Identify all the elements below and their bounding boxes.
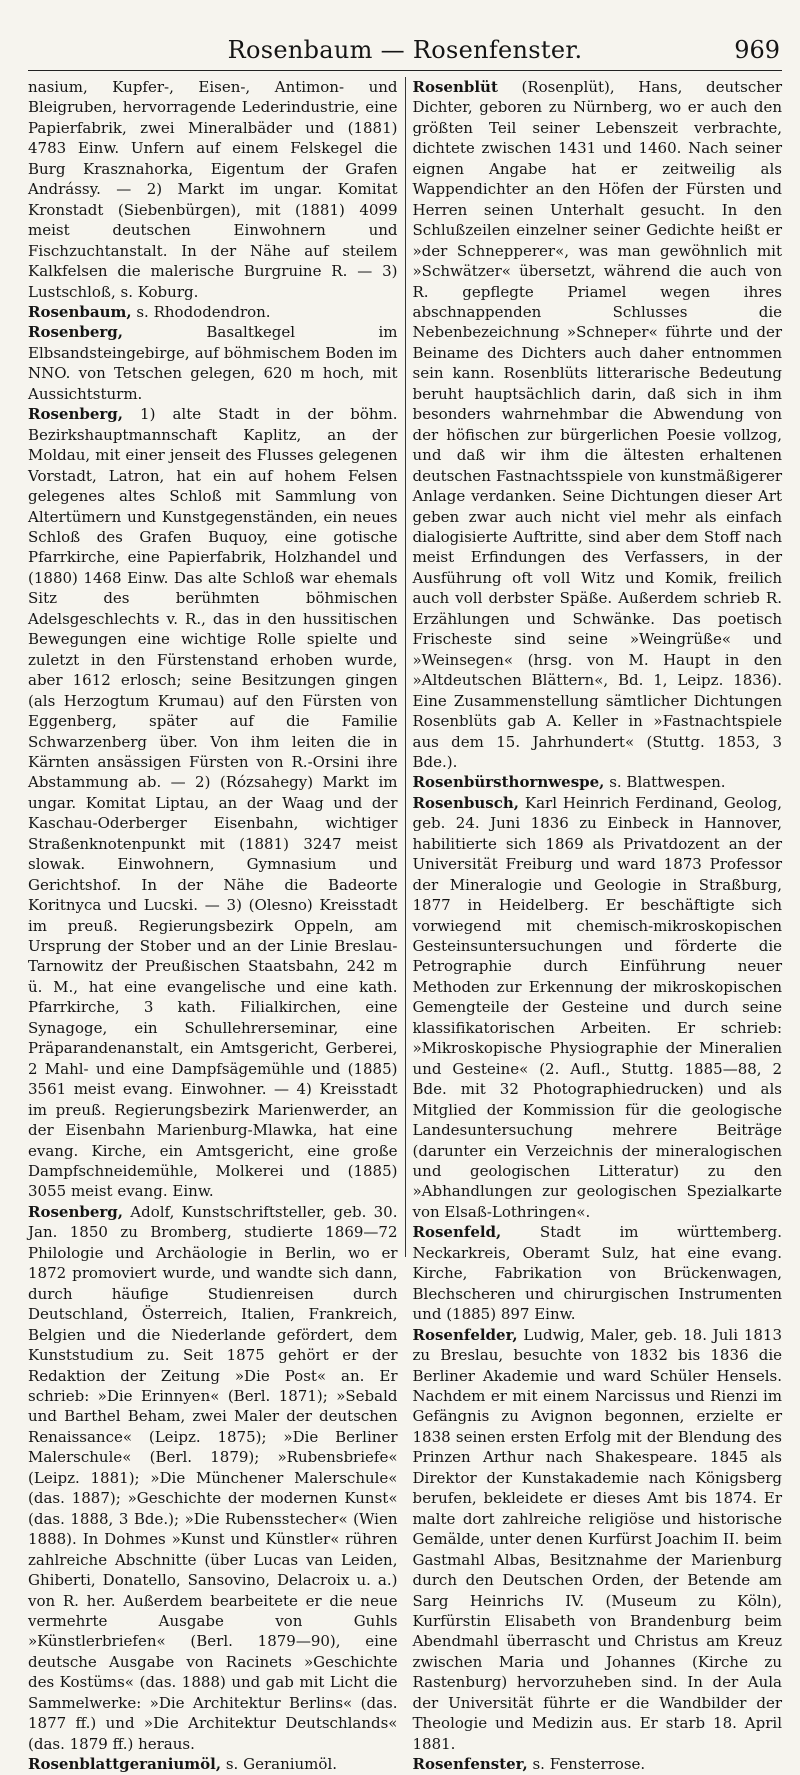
entry <box>413 1325 783 1755</box>
entry-headword: Rosenbaum, <box>28 302 132 321</box>
entry-headword: Rosenberg, <box>28 323 124 342</box>
entry-headword: Rosenfelder, <box>412 1325 518 1344</box>
entry-text: s. Geraniumöl. <box>221 1755 338 1774</box>
entry-headword: Rosenfeld, <box>412 1223 502 1242</box>
entry <box>28 1202 398 1754</box>
entry-headword: Rosenblattgeraniumöl, <box>28 1755 222 1774</box>
entry-text: Ludwig, Maler, geb. 18. Juli 1813 zu Breslau, besuchte von 1832 bis 1836 die Berliner Akademie und ward Schüler Hensels. Nachdem er mit einem Narcissus und Rienzi im Gefängnis zu Avignon begonnen, erzielte er 1838 seinen ersten Erfolg mit der Blendung des Prinzen Arthur nach Shakespeare. 1845 als Direktor der Kunstakademie nach Königsberg berufen, bekleidete er dieses Amt bis 1874. Er malte dort zahlreiche religiöse und historische Gemälde, unter denen Kurfürst Joachim II. beim Gastmahl Albas, Besitznahme der Marienburg durch den Deutschen Orden, der Betende am Sarg Heinrichs IV. (Museum zu Köln), Kurfürstin Elisabeth von Brandenburg beim Abendmahl überrascht und Christus am Kreuz zwischen Maria und Johannes (Kirche zu Rastenburg) hervorzuheben sind. In der Aula der Universität führte er die Wandbilder der Theologie und Medizin aus. Er starb 18. April 1881. <box>412 1325 782 1753</box>
entry-text: s. Blattwespen. <box>604 773 726 792</box>
entry-text: Stadt im württemberg. Neckarkreis, Oberamt Sulz, hat eine evang. Kirche, Fabrikation von Brückenwagen, Blechscheren und chirurgischen Instrumenten und (1885) 897 Einw. <box>412 1223 782 1324</box>
entry-text: s. Fensterrose. <box>527 1755 646 1774</box>
entry <box>413 1754 783 1774</box>
entry-headword: Rosenfenster, <box>412 1755 528 1774</box>
entry <box>28 322 398 404</box>
left-column <box>28 77 405 1774</box>
entry-text: s. Rhododendron. <box>131 302 271 321</box>
entry <box>413 77 783 772</box>
entry-headword: Rosenberg, <box>28 1202 124 1221</box>
entry-text: (Rosenplüt), Hans, deutscher Dichter, geboren zu Nürnberg, wo er auch den größten Teil seiner Lebenszeit verbrachte, dichtete zwischen 1431 und 1460. Nach seiner eignen Angabe hat er zeitweilig als Wappendichter an den Höfen der Fürsten und Herren seinen Unterhalt gesucht. In den Schlußzeilen einzelner seiner Gedichte heißt er »der Schnepperer«, was man gewöhnlich mit »Schwätzer« übersetzt, während die auch von R. gepflegte Priamel wegen ihres abschnappenden Schlusses die Nebenbezeichnung »Schneper« führte und der Beiname des Dichters auch daher entnommen sein kann. Rosenblüts litterarische Bedeutung beruht hauptsächlich darin, daß sich in ihm besonders wahrnehmbar die Abwendung von der höfischen zur bürgerlichen Poesie vollzog, und daß wir ihm die ältesten erhaltenen deutschen Fastnachtsspiele von kunstmäßigerer Anlage verdanken. Seine Dichtungen dieser Art geben zwar auch nicht viel mehr als einfach dialogisierte Auftritte, sind aber dem Stoff nach meist Erfindungen des Verfassers, in der Ausführung oft voll Witz und Komik, freilich auch voll derbster Späße. Außerdem schrieb R. Erzählungen und Schwänke. Das poetisch Frischeste sind seine »Weingrüße« und »Weinsegen« (hrsg. von M. Haupt in den »Altdeutschen Blättern«, Bd. 1, Leipz. 1836). Eine Zusammenstellung sämtlicher Dichtungen Rosenblüts gab A. Keller in »Fastnachtspiele aus dem 15. Jahrhundert« (Stuttg. 1853, 3 Bde.). <box>412 78 782 771</box>
entry-headword: Rosenbürsthornwespe, <box>412 773 605 792</box>
header-title: Rosenbaum — Rosenfenster. <box>227 36 583 64</box>
entry-text: 1) alte Stadt in der böhm. Bezirkshauptmannschaft Kaplitz, an der Moldau, mit einer jenseit des Flusses gelegenen Vorstadt, Latron, hat ein auf hohem Felsen gelegenes altes Schloß mit Sammlung von Altertümern und Kunstgegenständen, ein neues Schloß des Grafen Buquoy, eine gotische Pfarrkirche, eine Papierfabrik, Holzhandel und (1880) 1468 Einw. Das alte Schloß war ehemals Sitz des berühmten böhmischen Adelsgeschlechts v. R., das in den hussitischen Bewegungen eine wichtige Rolle spielte und zuletzt in den Fürstenstand erhoben wurde, aber 1612 erlosch; seine Besitzungen gingen (als Herzogtum Krumau) auf den Fürsten von Eggenberg, später auf die Familie Schwarzenberg über. Von ihm leiten die in Kärnten ansässigen Fürsten von R.-Orsini ihre Abstammung ab. — 2) (Rózsahegy) Markt im ungar. Komitat Liptau, an der Waag und der Kaschau-Oderberger Eisenbahn, wichtiger Straßenknotenpunkt mit (1881) 3247 meist slowak. Einwohnern, Gymnasium und Gerichtshof. In der Nähe die Badeorte Koritnyca und Lucski. — 3) (Olesno) Kreisstadt im preuß. Regierungsbezirk Oppeln, am Ursprung der Stober und an der Linie Breslau-Tarnowitz der Preußischen Staatsbahn, 242 m ü. M., hat eine evangelische und eine kath. Pfarrkirche, 3 kath. Filialkirchen, eine Synagoge, ein Schullehrerseminar, eine Präparandenanstalt, ein Amtsgericht, Gerberei, 2 Mahl- und eine Dampfsägemühle und (1885) 3561 meist evang. Einwohner. — 4) Kreisstadt im preuß. Regierungsbezirk Marienwerder, an der Eisenbahn Marienburg-Mlawka, hat eine evang. Kirche, ein Amtsgericht, eine große Dampfschneidemühle, Molkerei und (1885) 3055 meist evang. Einw. <box>28 405 398 1201</box>
entry <box>28 1754 398 1774</box>
entry <box>28 77 398 302</box>
entry <box>28 404 398 1202</box>
entry-text: Basaltkegel im Elbsandsteingebirge, auf böhmischem Boden im NNO. von Tetschen gelegen, 620 m hoch, mit Aussichtsturm. <box>28 323 398 403</box>
entry <box>413 793 783 1223</box>
right-column <box>405 77 783 1774</box>
entry-headword: Rosenberg, <box>28 405 124 424</box>
entry <box>413 1222 783 1324</box>
text-columns <box>28 77 782 1774</box>
entry-text: Adolf, Kunstschriftsteller, geb. 30. Jan. 1850 zu Bromberg, studierte 1869—72 Philologie und Archäologie in Berlin, wo er 1872 promoviert wurde, und wandte sich dann, durch häufige Studienreisen durch Deutschland, Österreich, Italien, Frankreich, Belgien und die Niederlande gefördert, dem Kunststudium zu. Seit 1875 gehört er der Redaktion der Zeitung »Die Post« an. Er schrieb: »Die Erinnyen« (Berl. 1871); »Sebald und Barthel Beham, zwei Maler der deutschen Renaissance« (Leipz. 1875); »Die Berliner Malerschule« (Berl. 1879); »Rubensbriefe« (Leipz. 1881); »Die Münchener Malerschule« (das. 1887); »Geschichte der modernen Kunst« (das. 1888, 3 Bde.); »Die Rubensstecher« (Wien 1888). In Dohmes »Kunst und Künstler« rühren zahlreiche Abschnitte (über Lucas van Leiden, Ghiberti, Donatello, Sansovino, Delacroix u. a.) von R. her. Außerdem bearbeitete er die neue vermehrte Ausgabe von Guhls »Künstlerbriefen« (Berl. 1879—90), eine deutsche Ausgabe von Racinets »Geschichte des Kostüms« (das. 1888) und gab mit Licht die Sammelwerke: »Die Architektur Berlins« (das. 1877 ff.) und »Die Architektur Deutschlands« (das. 1879 ff.) heraus. <box>28 1202 398 1753</box>
entry-text: Karl Heinrich Ferdinand, Geolog, geb. 24. Juni 1836 zu Einbeck in Hannover, habilitierte sich 1869 als Privatdozent an der Universität Freiburg und ward 1873 Professor der Mineralogie und Geologie in Straßburg, 1877 in Heidelberg. Er beschäftigte sich vorwiegend mit chemisch-mikroskopischen Gesteinsuntersuchungen und förderte die Petrographie durch Einführung neuer Methoden zur Erkennung der mikroskopischen Gemengteile der Gesteine und durch seine klassifikatorischen Arbeiten. Er schrieb: »Mikroskopische Physiographie der Mineralien und Gesteine« (2. Aufl., Stuttg. 1885—88, 2 Bde. mit 32 Photographiedrucken) und als Mitglied der Kommission für die geologische Landesuntersuchung mehrere Beiträge (darunter ein Verzeichnis der mineralogischen und geologischen Litteratur) zu den »Abhandlungen zur geologischen Spezialkarte von Elsaß-Lothringen«. <box>412 793 782 1221</box>
entry-headword: Rosenbusch, <box>412 793 519 812</box>
running-header <box>28 30 782 71</box>
entry-headword: Rosenblüt <box>412 78 498 96</box>
entry <box>28 302 398 322</box>
page-number: 969 <box>734 36 780 64</box>
entry-text: nasium, Kupfer-, Eisen-, Antimon- und Bleigruben, hervorragende Lederindustrie, eine Papierfabrik, zwei Mineralbäder und (1881) 4783 Einw. Unfern auf einem Felskegel die Burg Krasznahorka, Eigentum der Grafen Andrássy. — 2) Markt im ungar. Komitat Kronstadt (Siebenbürgen), mit (1881) 4099 meist deutschen Einwohnern und Fischzuchtanstalt. In der Nähe auf steilem Kalkfelsen die malerische Burgruine R. — 3) Lustschloß, s. Koburg. <box>28 78 398 301</box>
entry <box>413 772 783 792</box>
